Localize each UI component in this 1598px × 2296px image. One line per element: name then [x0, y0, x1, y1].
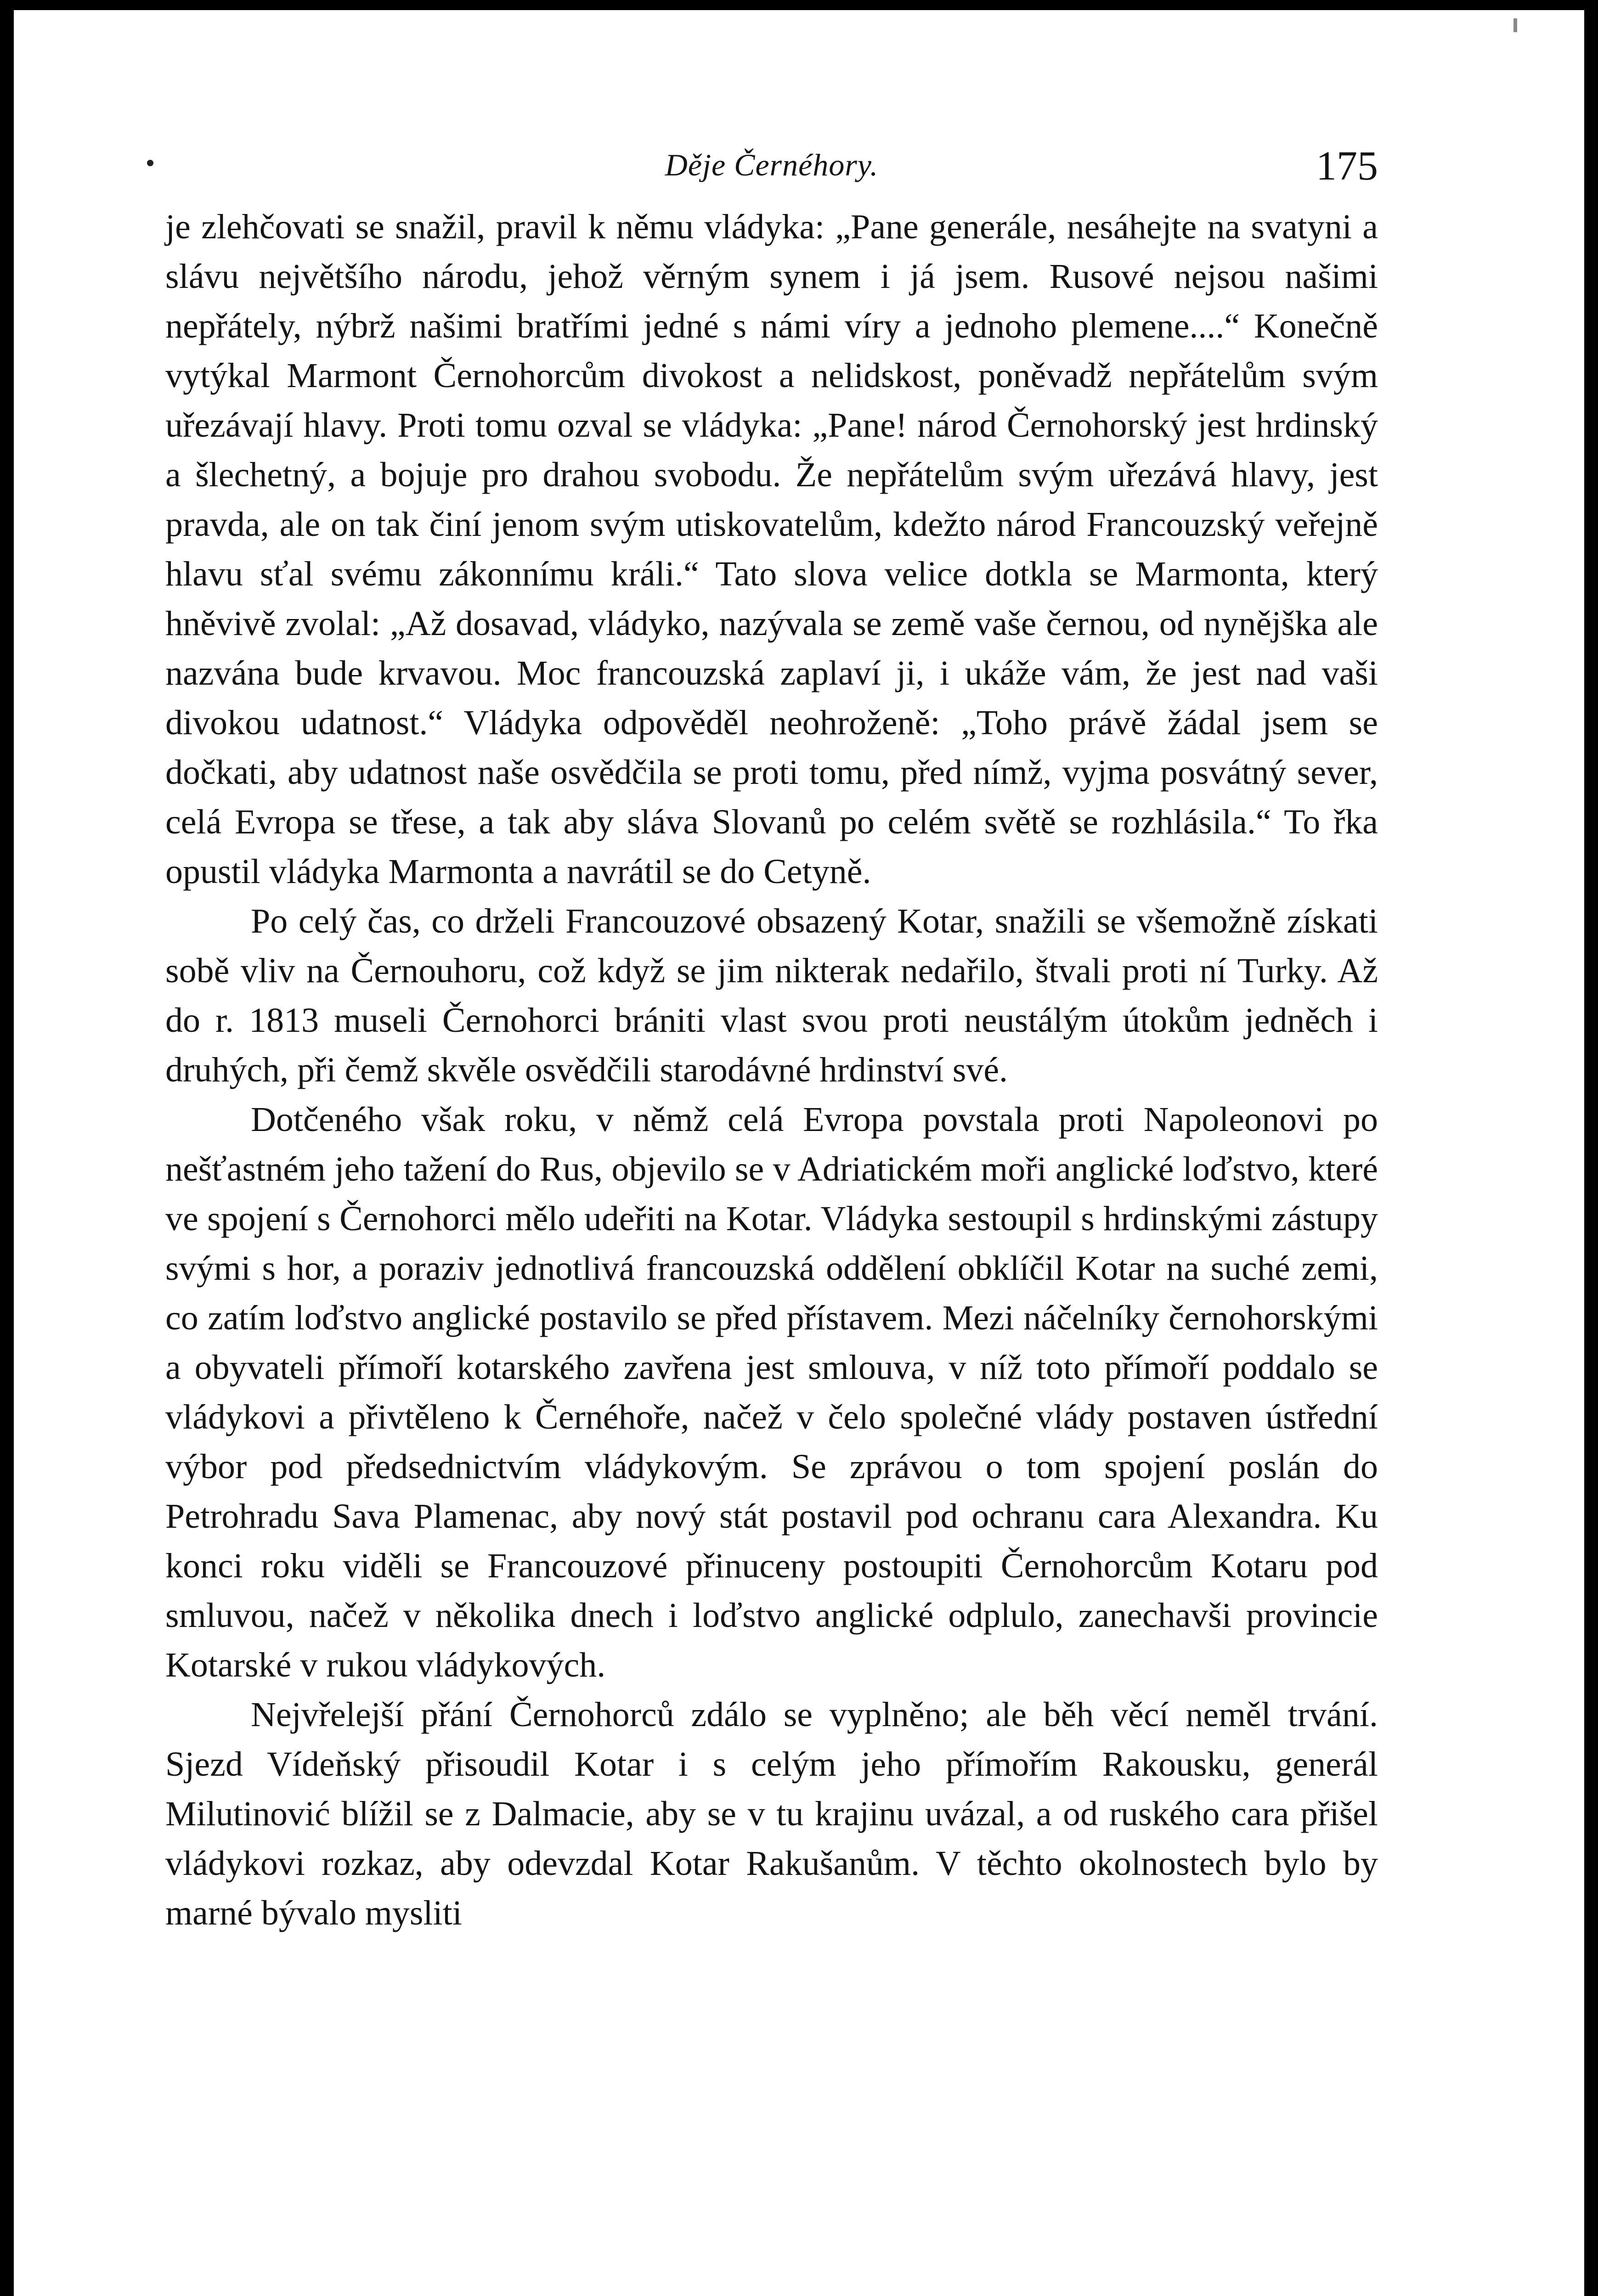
paragraph-3: Dotčeného však roku, v němž celá Evropa povstala proti Napoleonovi po nešťastném jeho tažení do Rus, objevilo se v Adriatickém moři anglické loďstvo, které ve spojení s Černohorci mělo udeřiti na Kotar. Vládyka sestoupil s hrdinskými zástupy svými s hor, a poraziv jednotlivá francouzská oddělení obklíčil Kotar na suché zemi, co zatím loďstvo anglické postavilo se před přístavem. Mezi náčelníky černohorskými a obyvateli přímoří kotarského zavřena jest smlouva, v níž toto přímoří poddalo se vládykovi a přivtěleno k Černéhoře, načež v čelo společné vlády postaven ústřední výbor pod předsednictvím vládykovým. Se zprávou o tom spojení poslán do Petrohradu Sava Plamenac, aby nový stát postavil pod ochranu cara Alexandra. Ku konci roku viděli se Francouzové přinuceny postoupiti Černohorcům Kotaru pod smluvou, načež v několika dnech i loďstvo anglické odplulo, zanechavši provincie Kotarské v rukou vládykových.	[165, 1100, 1378, 1684]
scan-border-top	[0, 0, 1598, 10]
scan-mark	[1513, 18, 1517, 32]
paragraph-4: Nejvřelejší přání Černohorců zdálo se vyplněno; ale běh věcí neměl trvání. Sjezd Vídeňský přisoudil Kotar i s celým jeho přímořím Rakousku, generál Milutinović blížil se z Dalmacie, aby se v tu krajinu uvázal, a od ruského cara přišel vládykovi rozkaz, aby odevzdal Kotar Rakušanům. V těchto okolnostech bylo by marné bývalo mysliti	[165, 1695, 1378, 1932]
book-page	[165, 133, 1378, 1938]
paragraph-2: Po celý čas, co drželi Francouzové obsazený Kotar, snažili se všemožně získati sobě vliv na Černouhoru, což když se jim nikterak nedařilo, štvali proti ní Turky. Až do r. 1813 museli Černohorci brániti vlast svou proti neustálým útokům jedněch i druhých, při čemž skvěle osvědčili starodávné hrdinství své.	[165, 902, 1378, 1089]
scan-border-left	[0, 0, 14, 2296]
scan-border-right	[1584, 0, 1598, 2296]
paragraph-1: je zlehčovati se snažil, pravil k němu vládyka: „Pane generále, nesáhejte na svatyni a slávu největšího národu, jehož věrným synem i já jsem. Rusové nejsou našimi nepřátely, nýbrž našimi bratřími jedné s námi víry a jednoho plemene....“ Konečně vytýkal Marmont Černohorcům divokost a nelidskost, poněvadž nepřátelům svým uřezávají hlavy. Proti tomu ozval se vládyka: „Pane! národ Černohorský jest hrdinský a šlechetný, a bojuje pro drahou svobodu. Že nepřátelům svým uřezává hlavy, jest pravda, ale on tak činí jenom svým utiskovatelům, kdežto národ Francouzský veřejně hlavu sťal svému zákonnímu králi.“ Tato slova velice dotkla se Marmonta, který hněvivě zvolal: „Až dosavad, vládyko, nazývala se země vaše černou, od nynějška ale nazvána bude krvavou. Moc francouzská zaplaví ji, i ukáže vám, že jest nad vaši divokou udatnost.“ Vládyka odpověděl neohroženě: „Toho právě žádal jsem se dočkati, aby udatnost naše osvědčila se proti tomu, před nímž, vyjma posvátný sever, celá Evropa se třese, a tak aby sláva Slovanů po celém světě se rozhlásila.“ To řka opustil vládyka Marmonta a navrátil se do Cetyně.	[165, 208, 1378, 891]
running-title: Děje Černéhory.	[665, 147, 879, 182]
page-header	[165, 133, 1378, 202]
header-dot	[147, 160, 153, 166]
page-number: 175	[1316, 143, 1378, 189]
